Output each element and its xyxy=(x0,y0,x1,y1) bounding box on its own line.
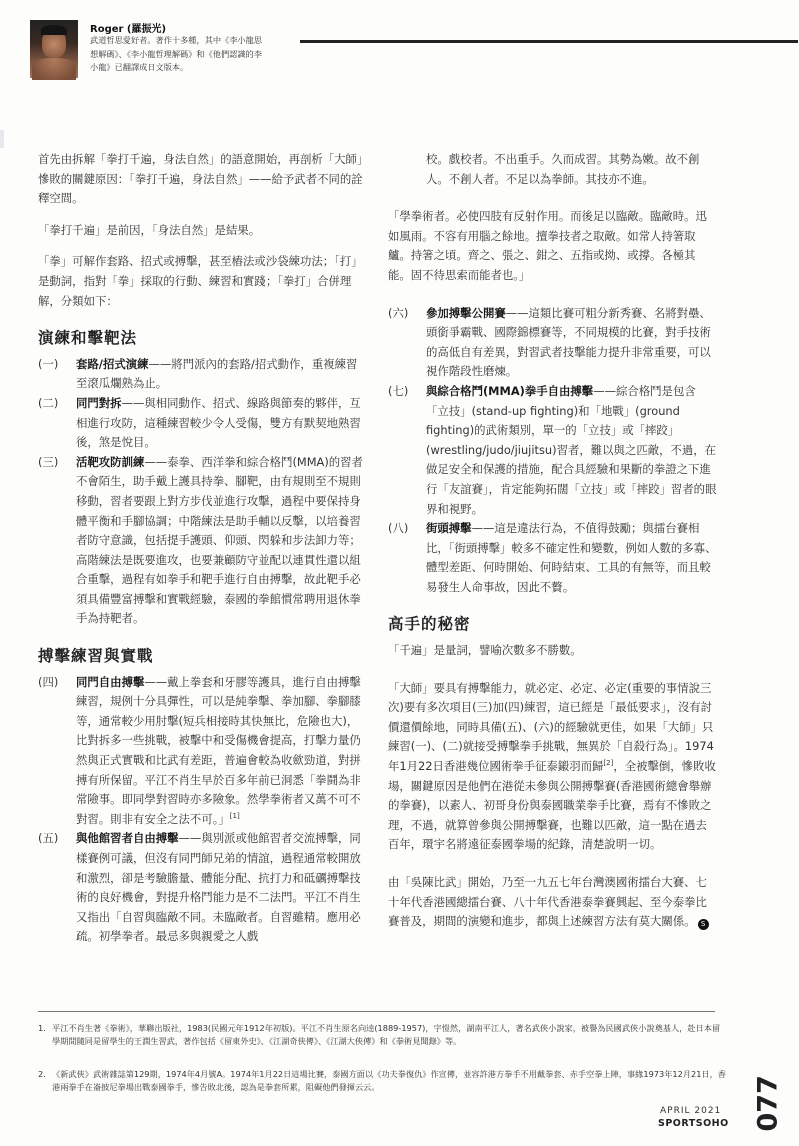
item-text: ——泰拳、西洋拳和綜合格鬥(MMA)的習者不會陌生，助手戴上護具持拳、腳靶，由有規則至不規則移動，習者要跟上對方步伐並進行攻擊，過程中要保持身體平衡和手腳協調；中階練法是助手輔以反擊，以培養習者防守意識，包括提手護頭、仰頭、閃躲和步法卸力等；高階練法是既要進攻，也要兼顧防守並配以連貫性還以組合重擊，過程有如拳手和靶手進行自由搏擊，故此靶手必須具備豐富搏擊和實戰經驗，泰國的拳館慣常聘用退休拳手為持靶者。 xyxy=(76,454,363,626)
item-text: ——綜合格鬥是包含「立技」(stand-up fighting)和「地戰」(ground fighting)的武術類別，單一的「立技」或「摔跤」(wrestling/judo/jiujitsu)習者，難以與之匹敵，不過，在做足安全和保護的措施，配合具經驗和果斷的拳證之下進行「友誼賽」，肯定能夠拓闊「立技」或「摔跤」習者的眼界和視野。 xyxy=(426,383,717,516)
list-item xyxy=(38,673,364,830)
header-rule xyxy=(300,40,798,43)
footnote-rule xyxy=(38,1011,715,1012)
item-text: ——與相同動作、招式、線路與節奏的夥伴，互相進行攻防，這種練習較少令人受傷，雙方有默契地熟習後，煞是悅目。 xyxy=(76,395,361,450)
item-heading: 活靶攻防訓練 xyxy=(76,454,145,469)
list-item xyxy=(388,519,718,597)
item-heading: 街頭搏擊 xyxy=(426,521,472,536)
item-heading: 套路/招式演練 xyxy=(76,356,149,371)
issue-date: APRIL 2021 xyxy=(660,1106,722,1116)
footnote-number: 2. xyxy=(38,1069,46,1079)
item-number: (七) xyxy=(388,383,409,398)
section-heading: 搏擊練習與實戰 xyxy=(38,647,154,666)
section-heading: 高手的秘密 xyxy=(388,615,471,634)
item-number: (一) xyxy=(38,356,59,371)
item-number: (五) xyxy=(38,831,59,846)
item-number: (三) xyxy=(38,454,59,469)
item-number: (六) xyxy=(388,305,409,320)
list-item xyxy=(388,304,718,382)
item-text: ——戴上拳套和牙膠等護具，進行自由搏擊練習，規例十分具彈性，可以是純拳擊、拳加腳、拳腳膝等，通常較少用肘擊(短兵相接時其快無比，危險也大)，比對拆多一些挑戰，被擊中和受傷機會提高，打擊力量仍然與正式實戰和比武有差距，普遍會較為收歛勁道，對拼搏有所保留。平江不肖生早於百多年前已洞悉「拳鬪為非常險事。即同學對習時亦多險象。然學拳術者又萬不可不對習。則非有安全之法不可。」 xyxy=(76,674,361,826)
list-item xyxy=(38,829,364,947)
body-paragraph: 「千遍」是量詞，譬喻次數多不勝數。 xyxy=(388,643,582,658)
quote-paragraph: 「學拳術者。必使四肢有反射作用。而後足以臨敵。臨敵時。迅如風雨。不容有用腦之餘地。擅拳技者之取敵。如常人持箸取鱸。持箸之頃。齊之、張之、鉗之、五指或拗、或撐。各極其能。固不待思索而能者也。」 xyxy=(388,209,707,282)
footnote-text: 平江不肖生著《拳術》，華聯出版社，1983(民國元年1912年初版)。平江不肖生原名向逵(1889-1957)，字愷然，湖南平江人，著名武俠小說家，被譽為民國武俠小說奠基人，赴日本留學期間隨同是留學生的王潤生習武，著作包括《留東外史》、《江湖奇俠傳》、《江湖大俠傳》和《拳術見聞錄》等。 xyxy=(52,1023,721,1047)
list-item xyxy=(38,453,364,629)
magazine-name: SPORTSOHO xyxy=(658,1118,729,1129)
author-bio: 武道哲思愛好者。著作十多種，其中《李小龍思想解碼》、《李小龍哲理解碼》和《他們認識的李小龍》已翻譯成日文版本。 xyxy=(90,35,262,72)
body-text: 「大師」要具有搏擊能力，就必定、必定、必定(重要的事情說三次)要有多次項目(三)加(四)練習，這已經是「最低要求」，沒有討價還價餘地，同時具備(五)、(六)的經驗就更佳，如果「大師」只練習(一)、(二)就接受搏擊拳手挑戰，無異於「自殺行為」。1974年1月22日香港幾位國術拳手征泰鎩羽而歸 xyxy=(388,680,714,774)
item-heading: 與綜合格鬥(MMA)拳手自由搏擊 xyxy=(426,383,594,398)
end-mark-icon: S xyxy=(698,919,709,930)
footnote xyxy=(38,1068,728,1095)
footnote xyxy=(38,1022,728,1049)
page-number: 077 xyxy=(752,1075,784,1132)
footnote-text: 《新武俠》武術雜誌第129期，1974年4月號A。1974年1月22日這場比賽，泰國方面以《功夫拳復仇》作宣傳，並容許港方拳手不用戴拳套、赤手空拳上陣，事緣1973年12月21日，香港兩拳手在崙披尼拳場出戰泰國拳手，慘告敗北後，認為是拳套所累，阻礙他們發揮云云。 xyxy=(52,1069,726,1093)
left-column xyxy=(38,150,364,947)
item-text: ——這是違法行為，不值得鼓勵；與擂台賽相比，「街頭搏擊」較多不確定性和變數，例如人數的多寡、體型差距、何時開始、何時結束、工具的有無等，而且較易發生人命事故，因此不贅。 xyxy=(426,521,717,594)
item-text: ——這類比賽可粗分新秀賽、名將對壘、頭銜爭霸戰、國際錦標賽等，不同規模的比賽，對手技術的高低自有差異，對習武者技擊能力提升非常重要，可以視作階段性磨煉。 xyxy=(426,305,711,379)
item-heading: 同門對拆 xyxy=(76,395,122,410)
list-item xyxy=(38,394,364,453)
item-heading: 同門自由搏擊 xyxy=(76,674,145,689)
item-heading: 與他館習者自由搏擊 xyxy=(76,831,179,846)
body-text: ，全被擊倒，慘敗收場，關鍵原因是他們在港從未參與公開搏擊賽(香港國術總會舉辦的拳賽)，以素人、初哥身份與泰國職業拳手比賽，焉有不慘敗之理，不過，就算曾參與公開搏擊賽，也難以匹敵，這一點在過去百年，環宇名將遠征泰國拳場的紀錄，清楚說明一切。 xyxy=(388,759,716,852)
item-heading: 參加搏擊公開賽 xyxy=(426,305,506,320)
intro-paragraph: 「拳」可解作套路、招式或搏擊，甚至樁法或沙袋練功法；「打」是動詞，指對「拳」採取的行動、練習和實踐；「拳打」合併理解，分類如下： xyxy=(38,254,363,308)
body-paragraph xyxy=(388,679,718,855)
item-text: ——將門派內的套路/招式動作，重複練習至滾瓜爛熟為止。 xyxy=(76,356,358,391)
margin-mark xyxy=(0,130,4,148)
list-item xyxy=(38,355,364,394)
section-heading: 演練和擊靶法 xyxy=(38,329,138,348)
intro-paragraph: 「拳打千遍」是前因，「身法自然」是結果。 xyxy=(38,222,261,237)
continued-text: 校。戲校者。不出重手。久而成習。其勢為嫩。故不創人。不創人者。不足以為拳師。其技亦不進。 xyxy=(426,152,700,186)
footnote-ref[interactable]: [2] xyxy=(603,759,614,768)
author-name: Roger (羅振光) xyxy=(90,24,167,35)
right-column xyxy=(388,150,718,932)
body-text: 由「吳陳比武」開始，乃至一九五七年台灣澳國術擂台大賽、七十年代香港國總擂台賽、八十年代香港泰拳賽興起、至今泰拳比賽普及，期間的演變和進步，都與上述練習方法有莫大關係。 xyxy=(388,875,707,929)
intro-paragraph: 首先由拆解「拳打千遍，身法自然」的語意開始，再剖析「大師」慘敗的關鍵原因：「拳打千遍，身法自然」——給予武者不同的詮釋空間。 xyxy=(38,152,363,206)
footnote-number: 1. xyxy=(38,1023,46,1033)
item-number: (八) xyxy=(388,521,409,536)
author-photo xyxy=(30,20,78,78)
footnote-ref[interactable]: [1] xyxy=(229,812,240,821)
item-text: ——與別派或他館習者交流搏擊，同樣賽例可議，但沒有同門師兄弟的情誼，過程通常較開放和激烈，卻是考驗膽量、體能分配、抗打力和砥礪搏擊技術的良好機會，對提升格鬥能力是不二法門。平江不肖生又指出「自習與臨敵不同。未臨敵者。自習雖精。應用必疏。初學拳者。最忌多與親愛之人戲 xyxy=(76,831,361,944)
body-paragraph xyxy=(388,873,718,932)
item-number: (四) xyxy=(38,674,59,689)
author-box xyxy=(30,20,590,80)
list-item xyxy=(388,382,718,519)
item-number: (二) xyxy=(38,395,59,410)
